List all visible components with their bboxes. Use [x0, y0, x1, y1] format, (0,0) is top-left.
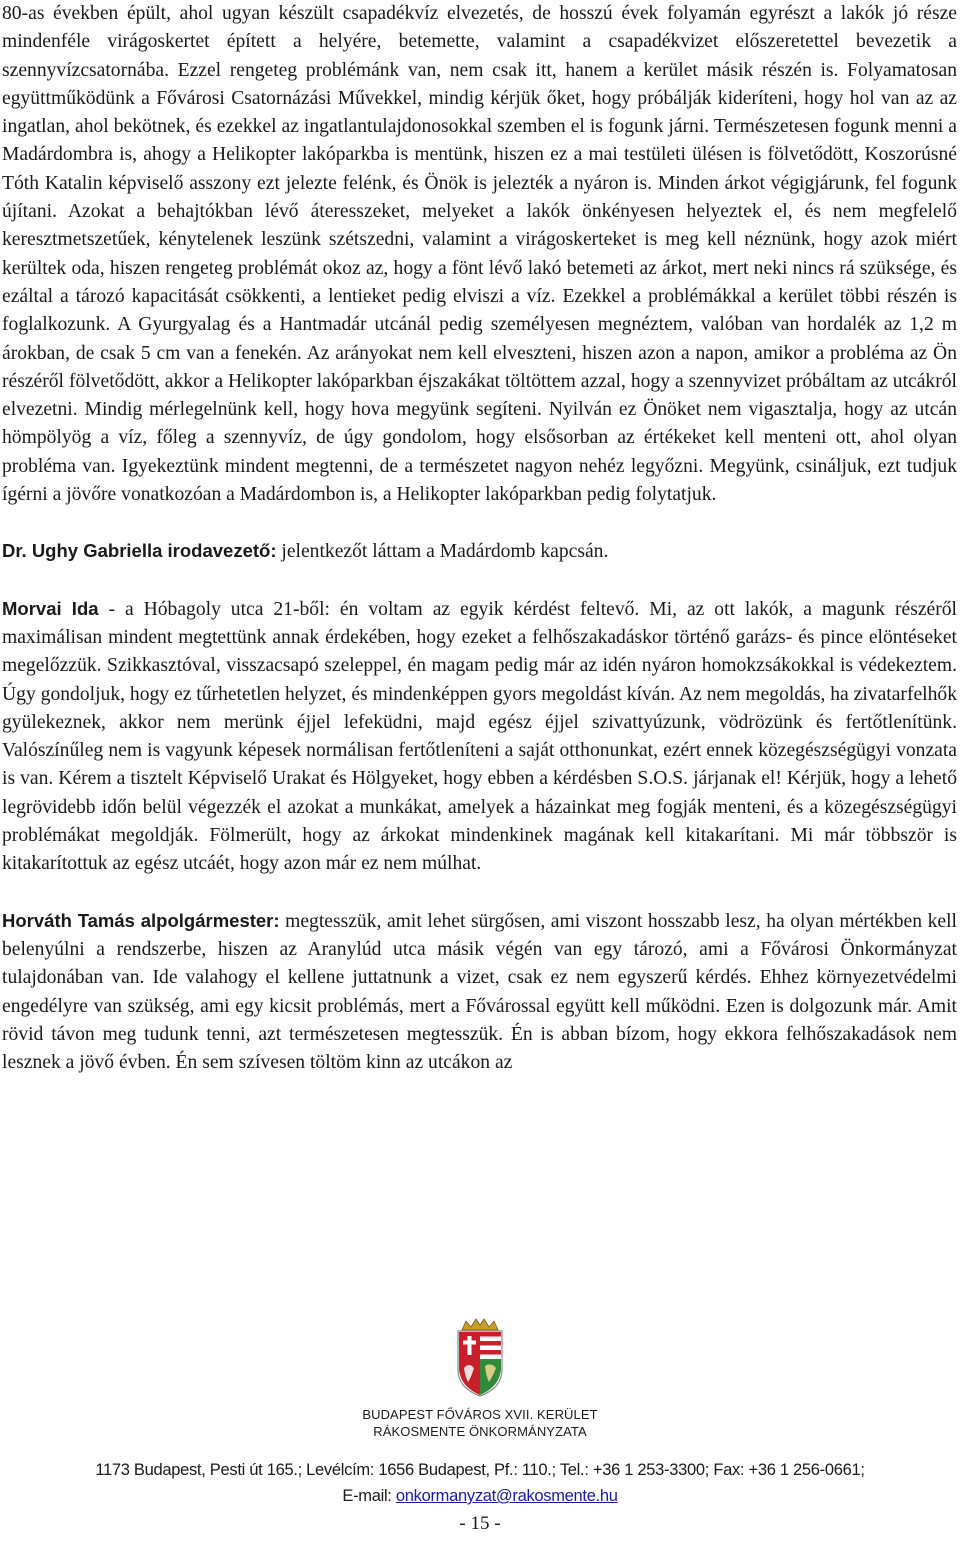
page-footer [0, 1318, 960, 1535]
paragraph-1 [2, 0, 957, 509]
email-link[interactable]: onkormanyzat@rakosmente.hu [395, 1487, 618, 1505]
org-line-1: BUDAPEST FŐVÁROS XVII. KERÜLET [362, 1407, 598, 1422]
speaker-name: Morvai Ida [2, 597, 99, 619]
page-number: - 15 - [459, 1513, 501, 1534]
paragraph-1-text: 80-as években épült, ahol ugyan készült csapadékvíz elvezetés, de hosszú évek folyamán egyrészt a lakók jó része mindenféle virágoskertet épített a helyére, betemette, valamint a csapadékvizet előszeretettel bevezetik a szennyvízcsatornába. Ezzel rengeteg problémánk van, nem csak itt, hanem a kerület másik részén is. Folyamatosan együttműködünk a Fővárosi Csatornázási Művekkel, mindig kérjük őket, hogy próbálják kideríteni, hogy hol van az az ingatlan, ahol bekötnek, és ezekkel az ingatlantulajdonosokkal szemben el is fogunk járni. Természetesen fogunk menni a Madárdombra is, ahogy a Helikopter lakóparkba is mentünk, hiszen ez a mai testületi ülésen is fölvetődött, Koszorúsné Tóth Katalin képviselő asszony ezt jelezte felénk, és Önök is jelezték a nyáron is. Minden árkot végigjárunk, fel fogunk újítani. Azokat a behajtókban lévő áteresszeket, melyeket a lakók önkényesen helyeztek el, és nem megfelelő keresztmetszetűek, kénytelenek leszünk szétszedni, valamint a virágoskerteket is meg kell néznünk, hogy azok miért kerültek oda, hiszen rengeteg problémát okoz az, hogy a fönt lévő lakó betemeti az árkot, mert neki nincs rá szüksége, és ezáltal a tározó kapacitását csökkenti, a lentieket pedig elviszi a víz. Ezekkel a problémákkal a kerület többi részén is foglalkozunk. A Gyurgyalag és a Hantmadár utcánál pedig személyesen megnéztem, valóban van hordalék az 1,2 m árokban, de csak 5 cm van a fenekén. Az arányokat nem kell elveszteni, hiszen azon a napon, amikor a probléma az Ön részéről fölvetődött, akkor a Helikopter lakóparkban éjszakákat töltöttem azzal, hogy a szennyvizet próbáltam az utcákról elvezetni. Mindig mérlegelnünk kell, hogy hova megyünk segíteni. Nyilván ez Önöket nem vigasztalja, hogy az utcán hömpölyög a víz, főleg a szennyvíz, de úgy gondolom, hogy elsősorban az értékeket kell menteni ott, ahol olyan probléma van. Igyekeztünk mindent megtenni, de a természetet nagyon nehéz legyőzni. Megyünk, csináljuk, ezt tudjuk ígérni a jövőre vonatkozóan a Madárdombon is, a Helikopter lakóparkban pedig folytatjuk. [2, 3, 957, 506]
paragraph-3-text: - a Hóbagoly utca 21-ből: én voltam az egyik kérdést feltevő. Mi, az ott lakók, a magunk részéről maximálisan mindent megtettünk annak érdekében, hogy ezeket a felhőszakadáskor történő garázs- és pince elöntéseket megelőzzük. Szikkasztóval, visszacsapó szeleppel, én magam pedig már az idén nyáron homokzsákokkal is védekeztem. Úgy gondoljuk, hogy ez tűrhetetlen helyzet, és mindenképpen gyors megoldást kíván. Az nem megoldás, ha zivatarfelhők gyülekeznek, akkor nem merünk éjjel lefeküdni, majd egész éjjel szivattyúzunk, vödrözünk és fertőtlenítünk. Valószínűleg nem is vagyunk képesek normálisan fertőtleníteni a saját otthonunkat, ezért ennek közegészségügyi vonzata is van. Kérem a tisztelt Képviselő Urakat és Hölgyeket, hogy ebben a kérdésben S.O.S. járjanak el! Kérjük, hogy a lehető legrövidebb időn belül végezzék el azokat a munkákat, amelyek a házainkat meg fogják menteni, és a közegészségügyi problémákat megoldják. Fölmerült, hogy az árkokat mindenkinek magának kell kitakarítani. Mi már többször is kitakarítottuk az egész utcáét, hogy azon már ez nem múlhat. [2, 598, 958, 875]
coat-of-arms-icon [453, 1318, 507, 1398]
organization-name [0, 1406, 960, 1440]
email-line [0, 1483, 960, 1509]
paragraph-2 [2, 537, 957, 566]
email-label: E-mail: [342, 1487, 396, 1505]
paragraph-3 [2, 595, 957, 879]
org-line-2: RÁKOSMENTE ÖNKORMÁNYZATA [373, 1424, 587, 1439]
paragraph-2-text: jelentkezőt láttam a Madárdomb kapcsán. [276, 541, 609, 563]
contact-line: 1173 Budapest, Pesti út 165.; Levélcím: 1656 Budapest, Pf.: 110.; Tel.: +36 1 253-3300; Fax: +36 1 256-0661; [95, 1461, 865, 1479]
paragraph-4 [2, 907, 957, 1078]
speaker-name: Horváth Tamás alpolgármester: [2, 909, 280, 931]
speaker-name: Dr. Ughy Gabriella irodavezető: [2, 540, 277, 562]
body-text [2, 0, 957, 1077]
paragraph-4-text: megtesszük, amit lehet sürgősen, ami viszont hosszabb lesz, ha olyan mértékben kell belenyúlni a rendszerbe, hiszen az Aranylúd utca másik végén van egy tározó, ami a Fővárosi Önkormányzat tulajdonában van. Ide valahogy el kellene juttatnunk a vizet, csak ez nem egyszerű kérdés. Ehhez környezetvédelmi engedélyre van szükség, ami egy kicsit problémás, mert a Fővárossal együtt kell működni. Ezen is dolgozunk már. Amit rövid távon meg tudunk tenni, azt természetesen megtesszük. Én is abban bízom, hogy ekkora felhőszakadások nem lesznek a jövő évben. Én sem szívesen töltöm kinn az utcákon az [2, 910, 957, 1074]
contact-info [0, 1457, 960, 1509]
